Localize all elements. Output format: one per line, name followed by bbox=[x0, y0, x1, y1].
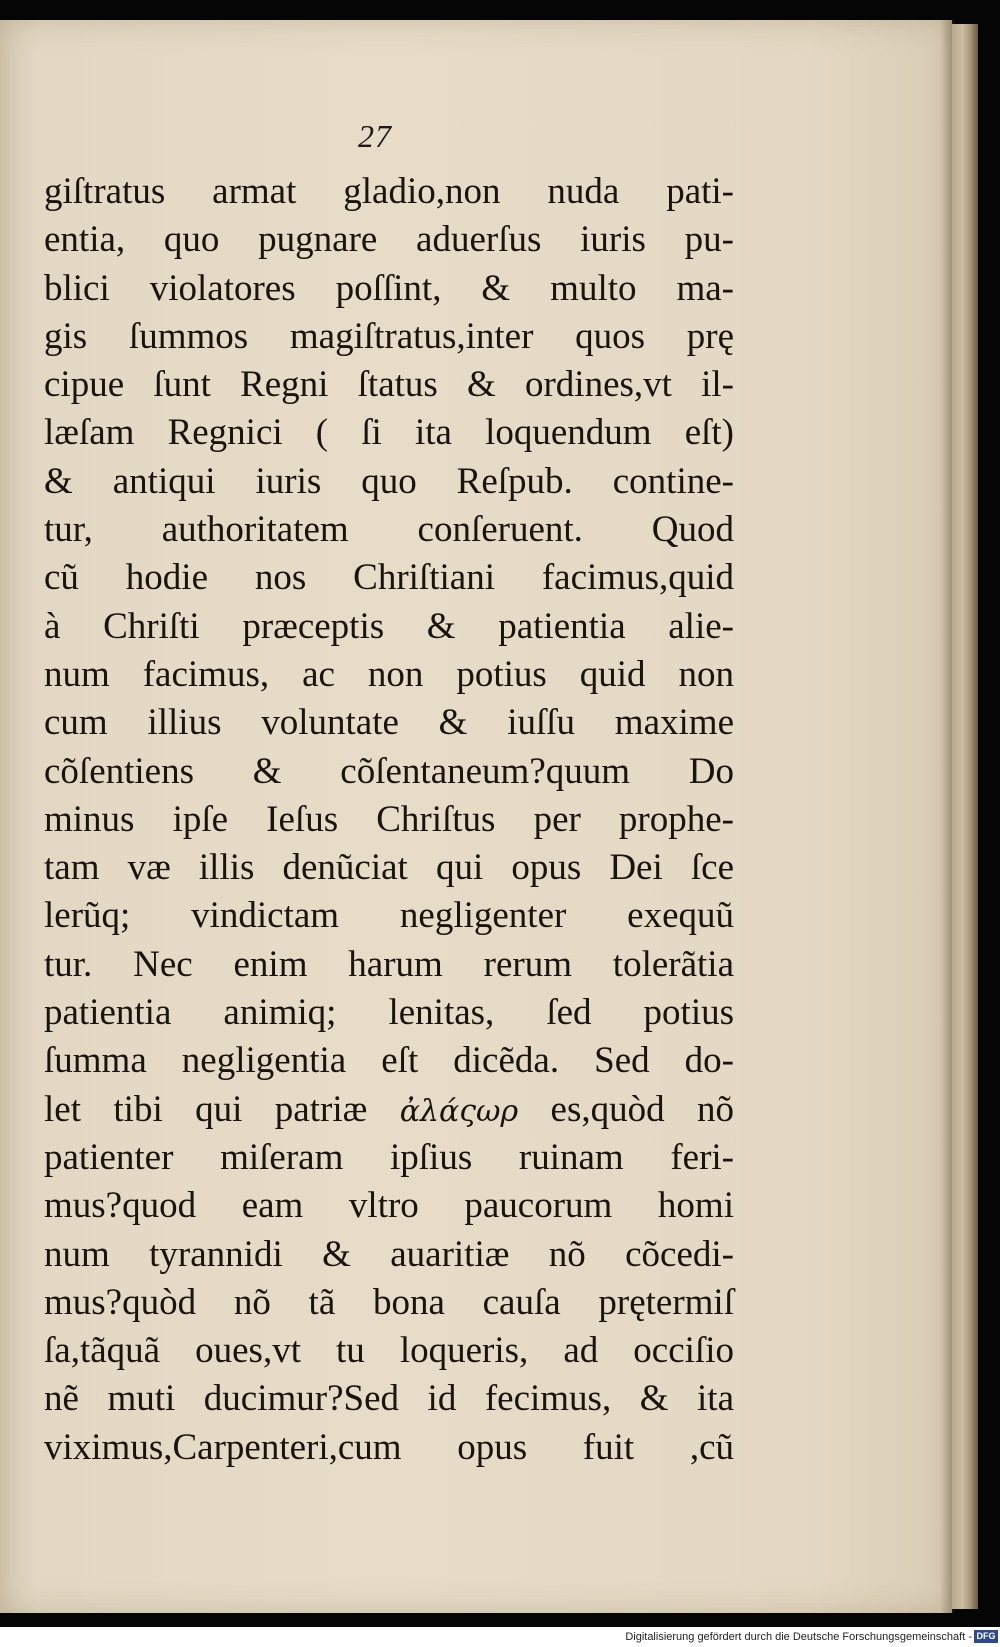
page-edge bbox=[952, 24, 978, 1609]
text-line: num facimus, ac non potius quid non bbox=[44, 653, 734, 695]
text-segment: es,quòd nõ bbox=[550, 1088, 735, 1130]
text-line: lerũq; vindictam negligenter exequũ bbox=[44, 895, 734, 937]
body-text bbox=[44, 168, 734, 1472]
text-line: cipue ſunt Regni ſtatus & ordines,vt il- bbox=[44, 364, 734, 406]
text-line: giſtratus armat gladio,non nuda pati- bbox=[44, 171, 734, 212]
greek-word: ἀλάςωρ bbox=[399, 1093, 519, 1129]
page-number: 27 bbox=[358, 118, 392, 154]
text-line: cũ hodie nos Chriſtiani facimus,quid bbox=[44, 557, 734, 599]
text-line: blici violatores poſſint, & multo ma- bbox=[44, 267, 734, 309]
text-line: cõſentiens & cõſentaneum?quum Do bbox=[44, 750, 734, 792]
text-line: num tyrannidi & auaritiæ nõ cõcedi- bbox=[44, 1233, 734, 1275]
text-line: tam væ illis denũciat qui opus Dei ſce bbox=[44, 847, 734, 889]
text-line: cum illius voluntate & iuſſu maxime bbox=[44, 702, 734, 744]
text-line: mus?quod eam vltro paucorum homi bbox=[44, 1185, 734, 1227]
text-line: gis ſummos magiſtratus,inter quos prę bbox=[44, 315, 734, 357]
text-line: patienter miſeram ipſius ruinam feri- bbox=[44, 1136, 734, 1178]
text-line: & antiqui iuris quo Reſpub. contine- bbox=[44, 460, 734, 502]
text-line-with-greek bbox=[44, 1086, 734, 1134]
text-segment: let tibi qui patriæ bbox=[44, 1088, 368, 1130]
text-line: ſumma negligentia eſt dicẽda. Sed do- bbox=[44, 1040, 734, 1082]
text-line: patientia animiq; lenitas, ſed potius bbox=[44, 992, 734, 1034]
funding-credit: Digitalisierung gefördert durch die Deutsche Forschungsgemeinschaft - bbox=[625, 1631, 972, 1643]
text-line: viximus,Carpenteri,cum opus fuit ,cũ bbox=[44, 1426, 734, 1468]
text-line: entia, quo pugnare aduerſus iuris pu- bbox=[44, 219, 734, 261]
text-line: à Chriſti præceptis & patientia alie- bbox=[44, 605, 734, 647]
dfg-logo: DFG bbox=[974, 1630, 998, 1643]
text-line: nẽ muti ducimur?Sed id fecimus, & ita bbox=[44, 1378, 734, 1420]
text-line: minus ipſe Ieſus Chriſtus per prophe- bbox=[44, 798, 734, 840]
text-line: mus?quòd nõ tã bona cauſa prętermiſ bbox=[44, 1281, 734, 1323]
text-line: tur, authoritatem conſeruent. Quod bbox=[44, 509, 734, 551]
text-line: ſa,tãquã oues,vt tu loqueris, ad occiſio bbox=[44, 1330, 734, 1372]
text-line: læſam Regnici ( ſi ita loquendum eſt) bbox=[44, 412, 734, 454]
text-line: tur. Nec enim harum rerum tolerãtia bbox=[44, 943, 734, 985]
